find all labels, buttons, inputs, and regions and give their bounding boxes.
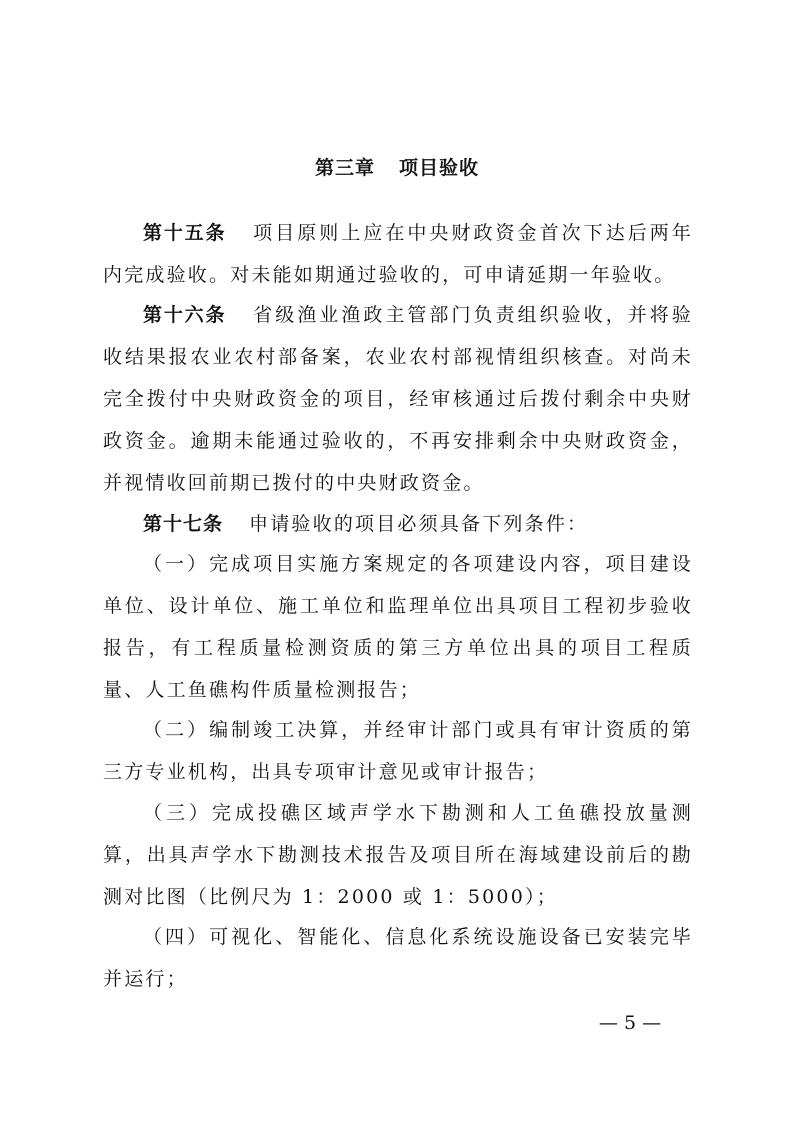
article-text: 省级渔业渔政主管部门负责组织验收，并将验收结果报农业农村部备案，农业农村部视情组织核查。对尚未完全拨付中央财政资金的项目，经审核通过后拨付剩余中央财政资金。逾期未能通过验收的，不再安排剩余中央财政资金，并视情收回前期已拨付的中央财政资金。 (103, 304, 693, 494)
article-label: 第十七条 (143, 513, 224, 535)
chapter-number: 第三章 (314, 157, 375, 179)
article-17 (103, 503, 693, 545)
chapter-heading (0, 153, 794, 183)
condition-item: （二）编制竣工决算，并经审计部门或具有审计资质的第三方专业机构，出具专项审计意见或审计报告； (103, 719, 693, 783)
article-text: 申请验收的项目必须具备下列条件： (249, 513, 589, 535)
chapter-title: 项目验收 (399, 157, 480, 179)
article-label: 第十六条 (143, 304, 227, 326)
article-text: 项目原则上应在中央财政资金首次下达后两年内完成验收。对未能如期通过验收的，可申请延期一年验收。 (103, 222, 693, 286)
condition-item: （三）完成投礁区域声学水下勘测和人工鱼礁投放量测算，出具声学水下勘测技术报告及项目所在海域建设前后的勘测对比图（比例尺为 1：2000 或 1：5000）； (103, 802, 693, 908)
condition-item: （四）可视化、智能化、信息化系统设施设备已安装完毕并运行； (103, 926, 693, 990)
page-number: — 5 — (598, 1012, 662, 1034)
article-label: 第十五条 (143, 222, 227, 244)
condition-item: （一）完成项目实施方案规定的各项建设内容，项目建设单位、设计单位、施工单位和监理单位出具项目工程初步验收报告，有工程质量检测资质的第三方单位出具的项目工程质量、人工鱼礁构件质量检测报告； (103, 553, 693, 701)
article-16 (103, 294, 693, 504)
article-15 (103, 212, 693, 296)
